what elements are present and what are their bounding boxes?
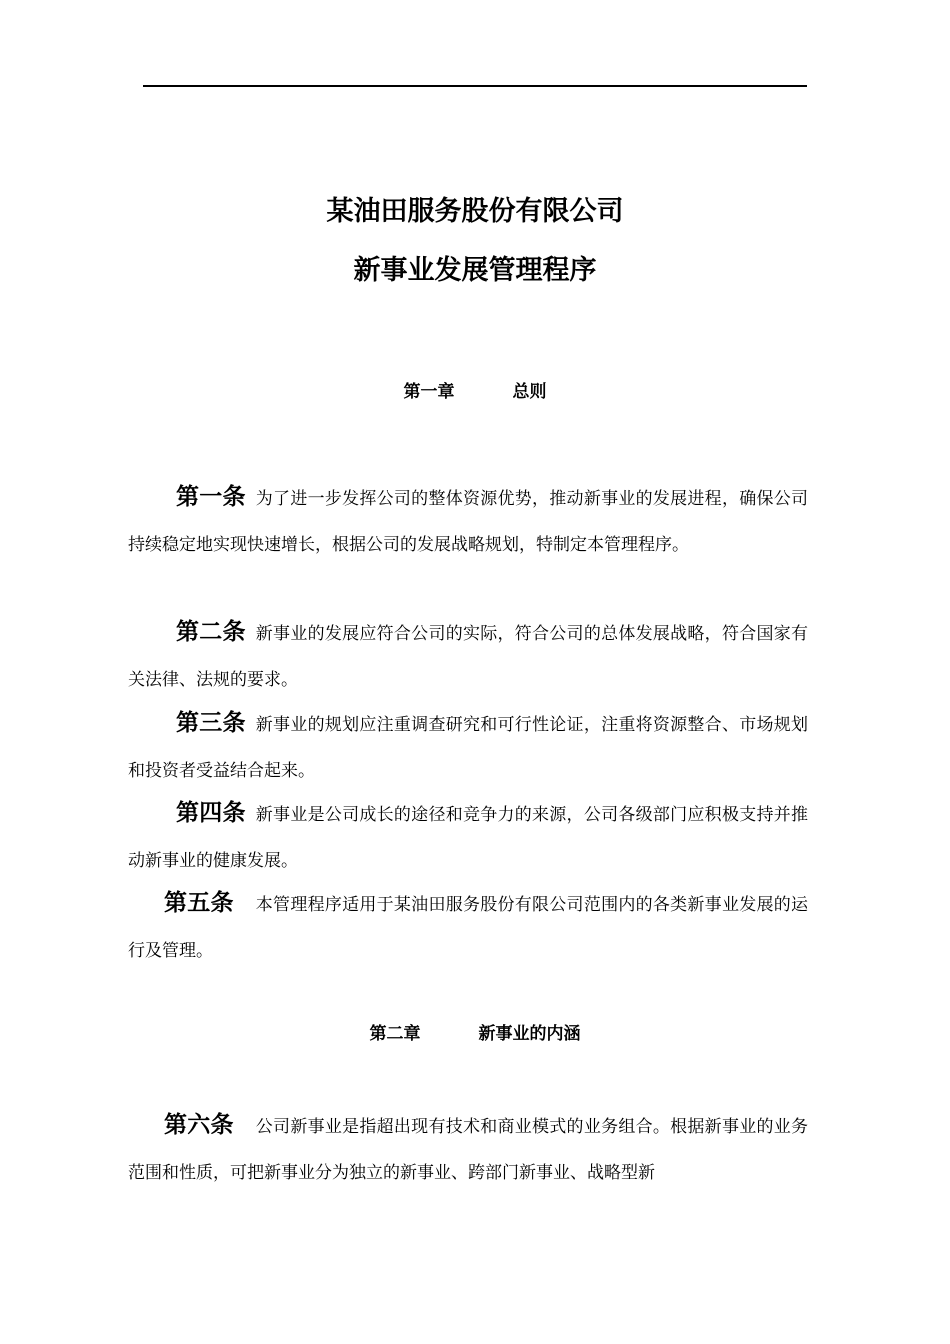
- document-title: 新事业发展管理程序: [353, 255, 597, 286]
- article-text: 公司新事业是指超出现有技术和商业模式的业务组合。根据新事业的业务范围和性质，可把新事业分为独立的新事业、跨部门新事业、战略型新: [128, 1117, 809, 1183]
- chapter-name: 总则: [512, 382, 547, 402]
- article-6: [128, 1102, 808, 1196]
- header-rule: [143, 85, 807, 87]
- article-text: 新事业是公司成长的途径和竞争力的来源，公司各级部门应积极支持并推动新事业的健康发展。: [128, 805, 809, 871]
- article-number: 第二条: [176, 619, 246, 645]
- chapter-number: 第二章: [369, 1024, 421, 1044]
- article-number: 第三条: [176, 710, 246, 736]
- chapter-heading-2: [0, 1021, 950, 1047]
- article-text: 新事业的发展应符合公司的实际，符合公司的总体发展战略，符合国家有关法律、法规的要求。: [128, 624, 809, 690]
- company-title: 某油田服务股份有限公司: [326, 196, 624, 227]
- chapter-heading-1: [0, 379, 950, 405]
- article-5: [128, 880, 808, 974]
- article-number: 第六条: [164, 1112, 234, 1138]
- article-number: 第四条: [176, 800, 246, 826]
- article-text: 本管理程序适用于某油田服务股份有限公司范围内的各类新事业发展的运行及管理。: [128, 895, 809, 961]
- article-2: [128, 609, 808, 703]
- chapter-name: 新事业的内涵: [478, 1024, 581, 1044]
- article-3: [128, 700, 808, 794]
- article-1: [128, 474, 808, 568]
- article-text: 新事业的规划应注重调查研究和可行性论证，注重将资源整合、市场规划和投资者受益结合起来。: [128, 715, 809, 781]
- article-4: [128, 790, 808, 884]
- article-number: 第五条: [164, 890, 234, 916]
- article-text: 为了进一步发挥公司的整体资源优势，推动新事业的发展进程，确保公司持续稳定地实现快速增长，根据公司的发展战略规划，特制定本管理程序。: [128, 489, 809, 555]
- chapter-number: 第一章: [403, 382, 455, 402]
- article-number: 第一条: [176, 484, 246, 510]
